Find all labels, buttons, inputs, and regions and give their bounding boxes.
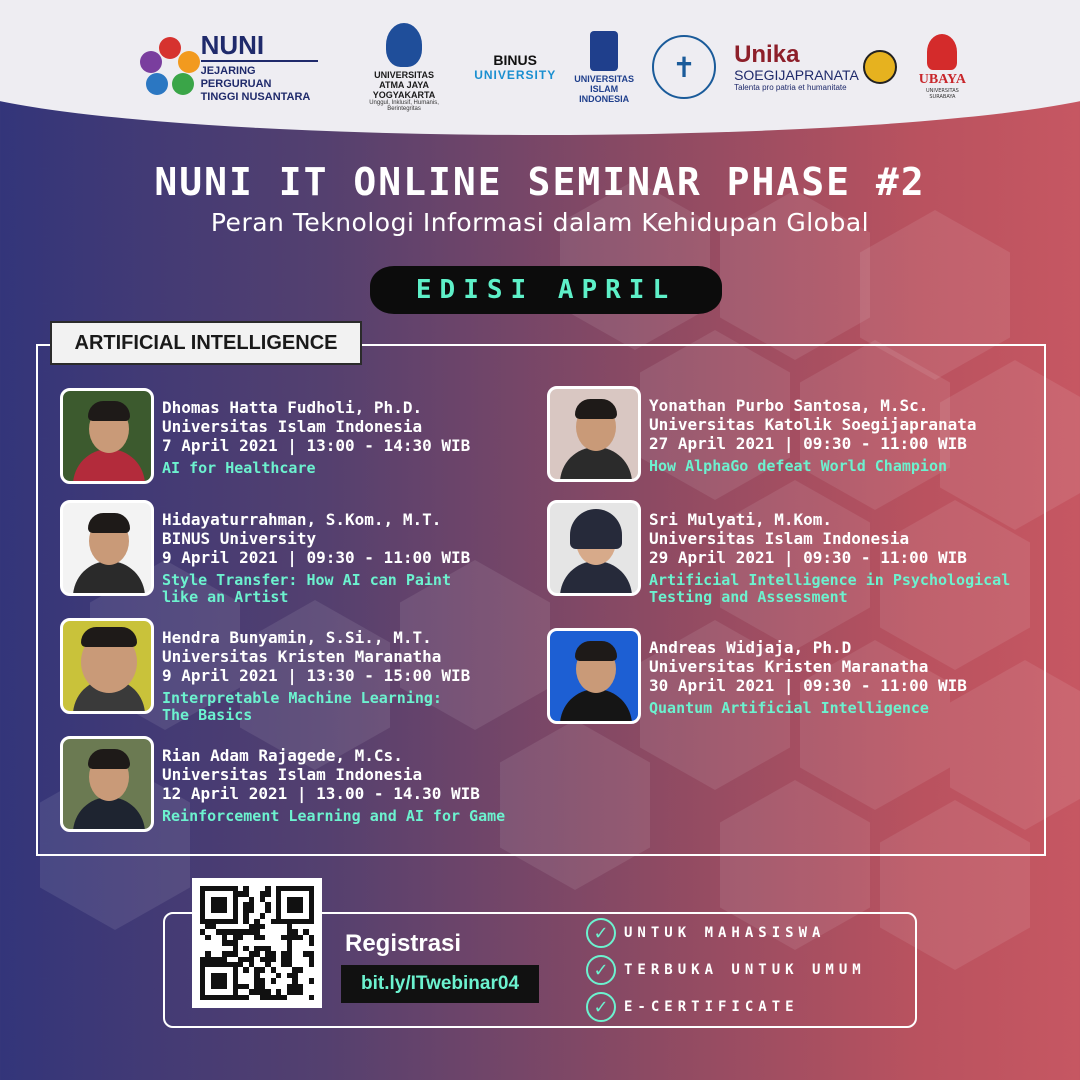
speaker-photo: [547, 500, 641, 596]
ubaya-line2: UNIVERSITAS SURABAYA: [925, 88, 959, 100]
speaker-institution: BINUS University: [162, 529, 317, 548]
unika-line3: Talenta pro patria et humanitate: [734, 82, 847, 92]
speaker-topic: Artificial Intelligence in Psychological: [649, 571, 1011, 589]
edition-badge: EDISI APRIL: [370, 266, 722, 314]
uii-line1: UNIVERSITAS: [574, 73, 635, 84]
speaker-photo: [60, 388, 154, 484]
unika-emblem-icon: [863, 50, 897, 84]
speaker-name: Dhomas Hatta Fudholi, Ph.D.: [162, 398, 423, 417]
speaker-name: Andreas Widjaja, Ph.D: [649, 638, 852, 657]
registration-label: Registrasi: [345, 930, 462, 957]
nuni-line2: TINGGI NUSANTARA: [200, 91, 311, 103]
speaker-schedule: 12 April 2021 | 13.00 - 14.30 WIB: [162, 784, 480, 803]
speaker-photo: [547, 386, 641, 482]
nuni-line1: JEJARING PERGURUAN: [200, 65, 272, 90]
speaker-card: [60, 618, 470, 724]
benefit-text: UNTUK MAHASISWA: [624, 925, 826, 941]
uajy-line1: UNIVERSITAS: [374, 69, 434, 80]
speaker-schedule: 27 April 2021 | 09:30 - 11:00 WIB: [649, 434, 967, 453]
speaker-name: Rian Adam Rajagede, M.Cs.: [162, 746, 403, 765]
speaker-institution: Universitas Katolik Soegijapranata: [649, 415, 977, 434]
uii-logo: [574, 31, 634, 104]
benefit-text: E-CERTIFICATE: [624, 999, 799, 1015]
registration-link[interactable]: bit.ly/ITwebinar04: [341, 965, 539, 1003]
benefit-item: [586, 955, 866, 985]
seminar-title: NUNI IT ONLINE SEMINAR PHASE #2: [154, 160, 926, 204]
speaker-schedule: 29 April 2021 | 09:30 - 11:00 WIB: [649, 548, 967, 567]
uii-emblem-icon: [590, 31, 618, 71]
benefit-item: [586, 992, 799, 1022]
nuni-logo: [140, 30, 318, 104]
speaker-photo: [60, 736, 154, 832]
speaker-topic: How AlphaGo defeat World Champion: [649, 457, 948, 475]
speaker-schedule: 30 April 2021 | 09:30 - 11:00 WIB: [649, 676, 967, 695]
ubaya-line1: UBAYA: [918, 72, 966, 87]
check-circle-icon: ✓: [586, 955, 616, 985]
speaker-topic: Quantum Artificial Intelligence: [649, 699, 929, 717]
binus-logo: [474, 52, 556, 82]
speaker-card: [547, 628, 967, 724]
speaker-institution: Universitas Kristen Maranatha: [162, 647, 442, 666]
track-label: ARTIFICIAL INTELLIGENCE: [50, 321, 362, 365]
speaker-card: [60, 736, 505, 832]
ukm-logo: [652, 35, 716, 99]
speaker-card: [60, 500, 470, 606]
uajy-logo: [352, 23, 456, 112]
speaker-institution: Universitas Islam Indonesia: [162, 765, 423, 784]
speaker-photo: [60, 618, 154, 714]
benefit-text: TERBUKA UNTUK UMUM: [624, 962, 866, 978]
speaker-schedule: 7 April 2021 | 13:00 - 14:30 WIB: [162, 436, 471, 455]
speaker-card: [60, 388, 470, 484]
speaker-topic-cont: Testing and Assessment: [649, 588, 848, 606]
speaker-topic: Style Transfer: How AI can Paint: [162, 571, 451, 589]
speaker-schedule: 9 April 2021 | 13:30 - 15:00 WIB: [162, 666, 471, 685]
ukm-seal-icon: ✝: [652, 35, 716, 99]
ubaya-flame-icon: [927, 34, 957, 70]
speaker-topic: AI for Healthcare: [162, 459, 316, 477]
unika-line1: Unika: [734, 40, 800, 68]
speaker-topic-cont: like an Artist: [162, 588, 289, 606]
speaker-topic: Interpretable Machine Learning:: [162, 689, 442, 707]
uii-line3: INDONESIA: [579, 93, 630, 104]
partner-logos: [140, 22, 970, 112]
speaker-topic: Reinforcement Learning and AI for Game: [162, 807, 506, 825]
speaker-card: [547, 500, 1010, 606]
seminar-subtitle: Peran Teknologi Informasi dalam Kehidupan Global: [210, 208, 870, 237]
binus-line1: BINUS: [493, 52, 537, 68]
uajy-line2: ATMA JAYA YOGYAKARTA: [372, 79, 436, 100]
speaker-photo: [60, 500, 154, 596]
nuni-emblem-icon: [140, 37, 195, 97]
uajy-emblem-icon: [386, 23, 422, 67]
speaker-photo: [547, 628, 641, 724]
speaker-name: Sri Mulyati, M.Kom.: [649, 510, 833, 529]
speaker-card: [547, 386, 977, 482]
check-circle-icon: ✓: [586, 918, 616, 948]
uajy-line3: Unggul, Inklusif, Humanis, Berintegritas: [369, 99, 439, 112]
binus-line2: UNIVERSITY: [474, 68, 557, 82]
unika-line2: SOEGIJAPRANATA: [734, 66, 859, 83]
ubaya-logo: [915, 34, 970, 100]
speaker-institution: Universitas Islam Indonesia: [162, 417, 423, 436]
benefit-item: [586, 918, 825, 948]
uii-line2: ISLAM: [590, 83, 619, 94]
speaker-institution: Universitas Islam Indonesia: [649, 529, 910, 548]
speaker-name: Hidayaturrahman, S.Kom., M.T.: [162, 510, 442, 529]
speaker-schedule: 9 April 2021 | 09:30 - 11:00 WIB: [162, 548, 471, 567]
speaker-name: Yonathan Purbo Santosa, M.Sc.: [649, 396, 929, 415]
speaker-name: Hendra Bunyamin, S.Si., M.T.: [162, 628, 432, 647]
qr-code-icon[interactable]: [192, 878, 322, 1008]
speaker-institution: Universitas Kristen Maranatha: [649, 657, 929, 676]
check-circle-icon: ✓: [586, 992, 616, 1022]
nuni-name: NUNI: [201, 30, 318, 62]
speaker-topic-cont: The Basics: [162, 706, 253, 724]
unika-logo: [734, 40, 897, 92]
